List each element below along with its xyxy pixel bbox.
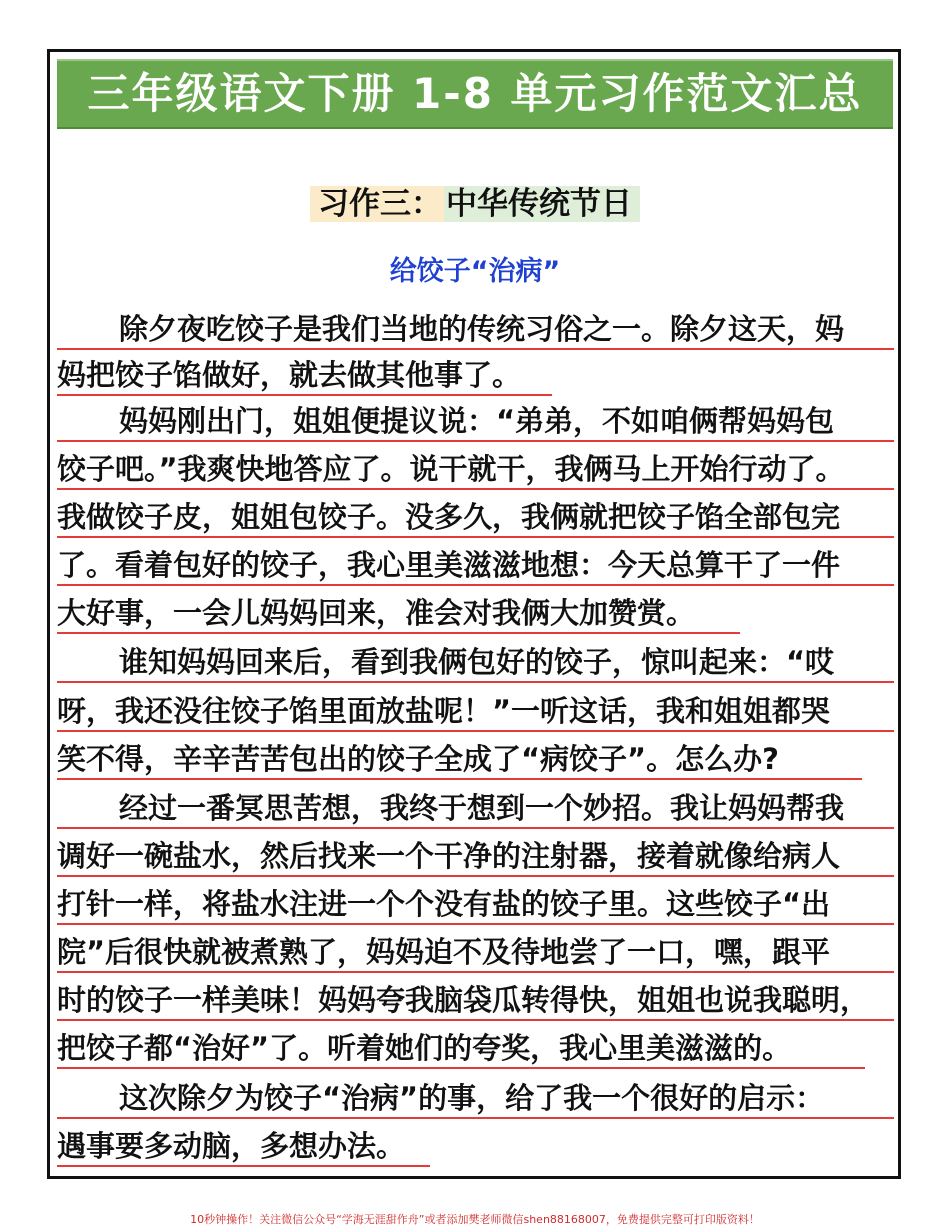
page-title: 三年级语文下册 1-8 单元习作范文汇总 xyxy=(87,69,863,118)
essay-line: 妈妈刚出门，姐姐便提议说：“弟弟，不如咱俩帮妈妈包 xyxy=(57,398,894,444)
essay-line: 院”后很快就被煮熟了，妈妈迫不及待地尝了一口，嘿，跟平 xyxy=(57,929,894,975)
essay-line: 遇事要多动脑，多想办法。 xyxy=(57,1123,894,1169)
essay-line: 打针一样，将盐水注进一个个没有盐的饺子里。这些饺子“出 xyxy=(57,881,894,927)
essay-line: 谁知妈妈回来后，看到我俩包好的饺子，惊叫起来：“哎 xyxy=(57,639,894,685)
essay-line: 我做饺子皮，姐姐包饺子。没多久，我俩就把饺子馅全部包完 xyxy=(57,494,894,540)
footer-notice: 10秒钟操作！关注微信公众号“学海无涯甜作舟”或者添加樊老师微信shen88168007，免费提供完整可打印版资料！ xyxy=(190,1213,760,1226)
essay-line: 除夕夜吃饺子是我们当地的传统习俗之一。除夕这天，妈 xyxy=(57,306,894,352)
essay-line: 这次除夕为饺子“治病”的事，给了我一个很好的启示： xyxy=(57,1075,894,1121)
essay-line: 呀，我还没往饺子馅里面放盐呢！”一听这话，我和姐姐都哭 xyxy=(57,688,894,734)
essay-line: 经过一番冥思苦想，我终于想到一个妙招。我让妈妈帮我 xyxy=(57,785,894,831)
essay-line: 饺子吧。”我爽快地答应了。说干就干，我俩马上开始行动了。 xyxy=(57,446,894,492)
section-subtitle xyxy=(0,180,950,228)
essay-line: 大好事，一会儿妈妈回来，准会对我俩大加赞赏。 xyxy=(57,590,894,636)
essay-line: 笑不得，辛辛苦苦包出的饺子全成了“病饺子”。怎么办? xyxy=(57,736,894,782)
subtitle-topic: 中华传统节日 xyxy=(444,186,640,222)
essay-line: 了。看着包好的饺子，我心里美滋滋地想：今天总算干了一件 xyxy=(57,542,894,588)
subtitle-prefix: 习作三： xyxy=(310,186,444,222)
page-title-banner xyxy=(57,59,893,129)
essay-line: 时的饺子一样美味！妈妈夸我脑袋瓜转得快，姐姐也说我聪明， xyxy=(57,977,894,1023)
essay-line: 把饺子都“治好”了。听着她们的夸奖，我心里美滋滋的。 xyxy=(57,1025,894,1071)
essay-line: 调好一碗盐水，然后找来一个干净的注射器，接着就像给病人 xyxy=(57,833,894,879)
essay-line: 妈把饺子馅做好，就去做其他事了。 xyxy=(57,352,894,398)
essay-title: 给饺子“治病” xyxy=(389,256,561,287)
